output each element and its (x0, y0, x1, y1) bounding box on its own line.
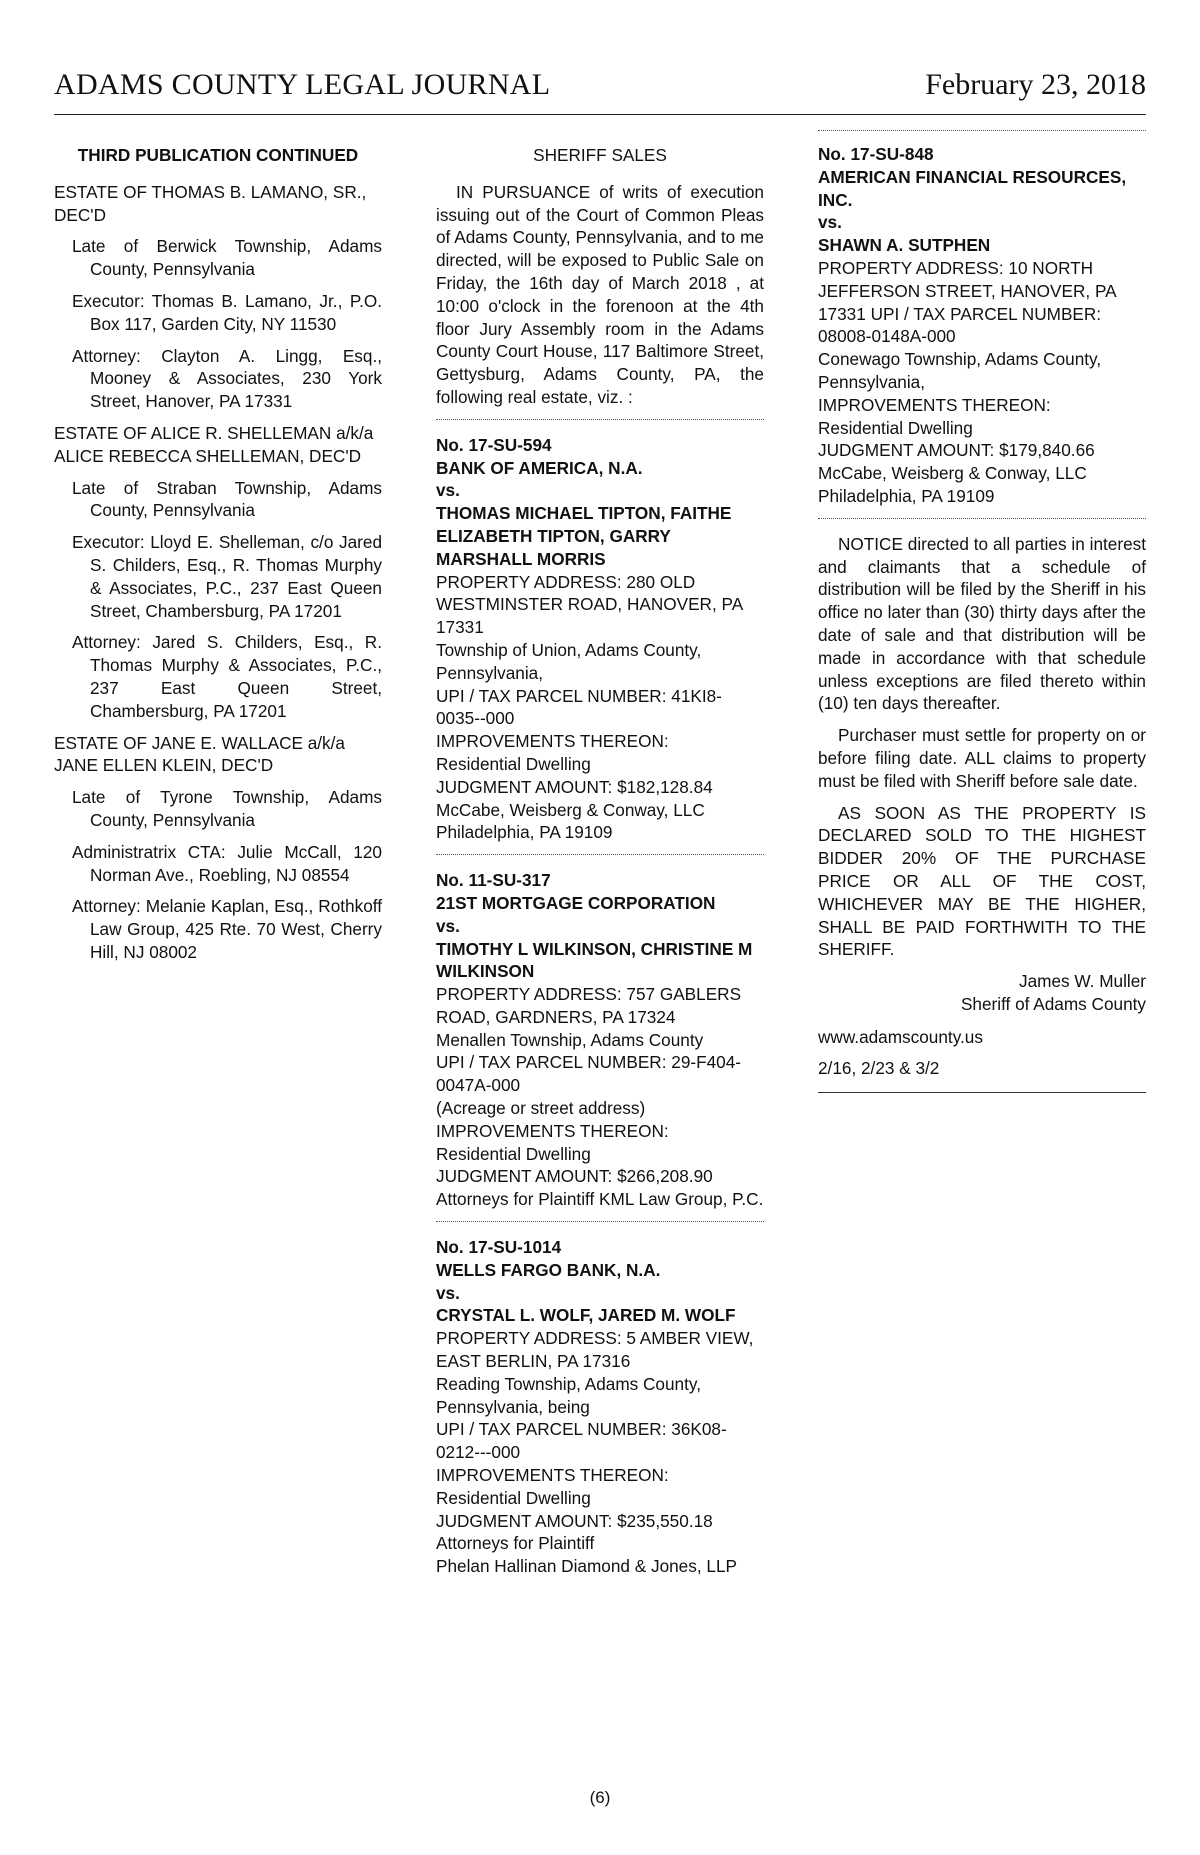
estate-attorney: Attorney: Jared S. Childers, Esq., R. Thomas Murphy & Associates, P.C., 237 East Queen Street, Chambersburg, PA 17201 (72, 632, 382, 721)
improvements: Residential Dwelling (818, 417, 973, 438)
dotted-divider (436, 1221, 764, 1222)
tax-parcel: UPI / TAX PARCEL NUMBER: 36K08-0212---000 (436, 1419, 727, 1463)
section-heading: THIRD PUBLICATION CONTINUED (77, 145, 359, 165)
versus: vs. (436, 480, 460, 501)
payment-notice: AS SOON AS THE PROPERTY IS DECLARED SOLD TO THE HIGHEST BIDDER 20% OF THE PURCHASE PRICE OR ALL OF THE COST, WHICHEVER MAY BE THE HIGHER, SHALL BE PAID FORTHWITH TO THE SHERIFF. (818, 802, 1146, 960)
distribution-notice: NOTICE directed to all parties in interest and claimants that a schedule of distribution will be filed by the Sheriff in his office no later than (30) thirty days after the date of sale and that distribution will be made in accordance with that schedule unless exceptions are filed thereto within (10) ten days thereafter. (818, 533, 1146, 714)
section-heading: SHERIFF SALES (533, 145, 667, 165)
defendant: THOMAS MICHAEL TIPTON, FAITHE ELIZABETH TIPTON, GARRY MARSHALL MORRIS (436, 503, 732, 569)
tax-parcel: UPI / TAX PARCEL NUMBER: 41KI8-0035--000 (436, 685, 722, 729)
masthead (54, 66, 1146, 115)
acreage-note: (Acreage or street address) (436, 1098, 646, 1119)
estate-residence: Late of Berwick Township, Adams County, Pennsylvania (72, 236, 382, 280)
purchaser-notice: Purchaser must settle for property on or before filing date. ALL claims to property must be filed with Sheriff before sale date. (818, 725, 1146, 791)
judgment-amount: JUDGMENT AMOUNT: $179,840.66 (818, 440, 1095, 461)
attorney-firm: Phelan Hallinan Diamond & Jones, LLP (436, 1556, 737, 1577)
column-sheriff-sales-cont (818, 140, 1146, 1093)
defendant: TIMOTHY L WILKINSON, CHRISTINE M WILKINSON (436, 938, 753, 982)
sale-case (436, 1236, 764, 1578)
versus: vs. (436, 1282, 460, 1303)
judgment-amount: JUDGMENT AMOUNT: $182,128.84 (436, 776, 713, 797)
improvements-label: IMPROVEMENTS THEREON: (436, 731, 669, 752)
estate-executor: Executor: Lloyd E. Shelleman, c/o Jared S. Childers, Esq., R. Thomas Murphy & Associates, P.C., 237 East Queen Street, Chambersburg, PA 17201 (72, 532, 382, 621)
dotted-divider (818, 518, 1146, 519)
improvements: Residential Dwelling (436, 1487, 591, 1508)
page-number: (6) (589, 1788, 611, 1807)
township: Reading Township, Adams County, Pennsylvania, being (436, 1373, 701, 1417)
property-address: PROPERTY ADDRESS: 10 NORTH JEFFERSON STREET, HANOVER, PA 17331 UPI / TAX PARCEL NUMBER: 08008-0148A-000 (818, 257, 1116, 347)
journal-title: ADAMS COUNTY LEGAL JOURNAL (54, 68, 551, 101)
attorney-firm: Attorneys for Plaintiff KML Law Group, P.C. (436, 1189, 764, 1210)
estate-title: ESTATE OF JANE E. WALLACE a/k/a JANE ELLEN KLEIN, DEC'D (54, 732, 345, 776)
improvements: Residential Dwelling (436, 753, 591, 774)
judgment-amount: JUDGMENT AMOUNT: $235,550.18 (436, 1510, 713, 1531)
case-number: No. 17-SU-848 (818, 144, 934, 164)
versus: vs. (818, 212, 842, 233)
estate-residence: Late of Straban Township, Adams County, Pennsylvania (72, 477, 382, 521)
attorney-firm: McCabe, Weisberg & Conway, LLC (436, 799, 705, 820)
column-estates (54, 140, 382, 973)
estate-entry (54, 422, 382, 723)
publication-dates: 2/16, 2/23 & 3/2 (818, 1058, 940, 1079)
plaintiff: 21ST MORTGAGE CORPORATION (436, 892, 716, 913)
sale-case (436, 434, 764, 844)
estate-attorney: Attorney: Clayton A. Lingg, Esq., Mooney & Associates, 230 York Street, Hanover, PA 17331 (72, 345, 382, 412)
property-address: PROPERTY ADDRESS: 757 GABLERS ROAD, GARDNERS, PA 17324 (436, 984, 742, 1027)
attorney-city: Philadelphia, PA 19109 (436, 822, 613, 843)
attorney-label: Attorneys for Plaintiff (436, 1533, 595, 1554)
estate-entry (54, 732, 382, 964)
improvements-label: IMPROVEMENTS THEREON: (818, 394, 1051, 415)
judgment-amount: JUDGMENT AMOUNT: $266,208.90 (436, 1166, 713, 1187)
case-number: No. 17-SU-594 (436, 434, 552, 455)
signer-name: James W. Muller (1018, 971, 1146, 992)
dotted-divider (436, 854, 764, 855)
defendant: CRYSTAL L. WOLF, JARED M. WOLF (436, 1305, 736, 1326)
sale-intro: IN PURSUANCE of writs of execution issuing out of the Court of Common Pleas of Adams County, Pennsylvania, and to me directed, will be exposed to Public Sale on Friday, the 16th day of March 2018 , at 10:00 o'clock in the forenoon at the 4th floor Jury Assembly room in the Adams County Court House, 117 Baltimore Street, Gettysburg, Adams County, PA, the following real estate, viz. : (436, 181, 764, 407)
improvements: Residential Dwelling (436, 1143, 591, 1164)
attorney-firm: McCabe, Weisberg & Conway, LLC (818, 463, 1087, 484)
estate-title: ESTATE OF ALICE R. SHELLEMAN a/k/a ALICE REBECCA SHELLEMAN, DEC'D (54, 422, 374, 466)
end-rule (818, 1092, 1146, 1093)
defendant: SHAWN A. SUTPHEN (818, 235, 991, 256)
property-address: PROPERTY ADDRESS: 280 OLD WESTMINSTER ROAD, HANOVER, PA 17331 (436, 571, 743, 638)
estate-executor: Executor: Thomas B. Lamano, Jr., P.O. Box 117, Garden City, NY 11530 (72, 290, 382, 334)
dotted-divider (436, 419, 764, 420)
improvements-label: IMPROVEMENTS THEREON: (436, 1120, 669, 1141)
plaintiff: WELLS FARGO BANK, N.A. (436, 1259, 661, 1280)
township: Conewago Township, Adams County, Pennsylvania, (818, 349, 1102, 392)
sale-case (436, 869, 764, 1211)
plaintiff: AMERICAN FINANCIAL RESOURCES, INC. (818, 166, 1127, 210)
estate-administratrix: Administratrix CTA: Julie McCall, 120 Norman Ave., Roebling, NJ 08554 (72, 841, 382, 885)
attorney-city: Philadelphia, PA 19109 (818, 485, 995, 506)
tax-parcel: UPI / TAX PARCEL NUMBER: 29-F404-0047A-000 (436, 1052, 742, 1096)
estate-entry (54, 181, 382, 413)
improvements-label: IMPROVEMENTS THEREON: (436, 1465, 669, 1486)
dotted-divider (818, 130, 1146, 131)
versus: vs. (436, 915, 460, 936)
issue-date: February 23, 2018 (925, 68, 1146, 101)
website-link[interactable]: www.adamscounty.us (818, 1026, 983, 1047)
estate-residence: Late of Tyrone Township, Adams County, Pennsylvania (72, 787, 382, 830)
plaintiff: BANK OF AMERICA, N.A. (436, 457, 643, 478)
signer-title: Sheriff of Adams County (960, 993, 1146, 1014)
estate-title: ESTATE OF THOMAS B. LAMANO, SR., DEC'D (54, 181, 367, 225)
estate-attorney: Attorney: Melanie Kaplan, Esq., Rothkoff Law Group, 425 Rte. 70 West, Cherry Hill, NJ 08002 (72, 896, 382, 962)
township: Menallen Township, Adams County (436, 1029, 704, 1050)
township: Township of Union, Adams County, Pennsylvania, (436, 639, 702, 683)
sale-case (818, 143, 1146, 508)
case-number: No. 17-SU-1014 (436, 1237, 562, 1258)
case-number: No. 11-SU-317 (436, 870, 551, 891)
property-address: PROPERTY ADDRESS: 5 AMBER VIEW, EAST BERLIN, PA 17316 (436, 1328, 754, 1372)
column-sheriff-sales (436, 140, 764, 1582)
